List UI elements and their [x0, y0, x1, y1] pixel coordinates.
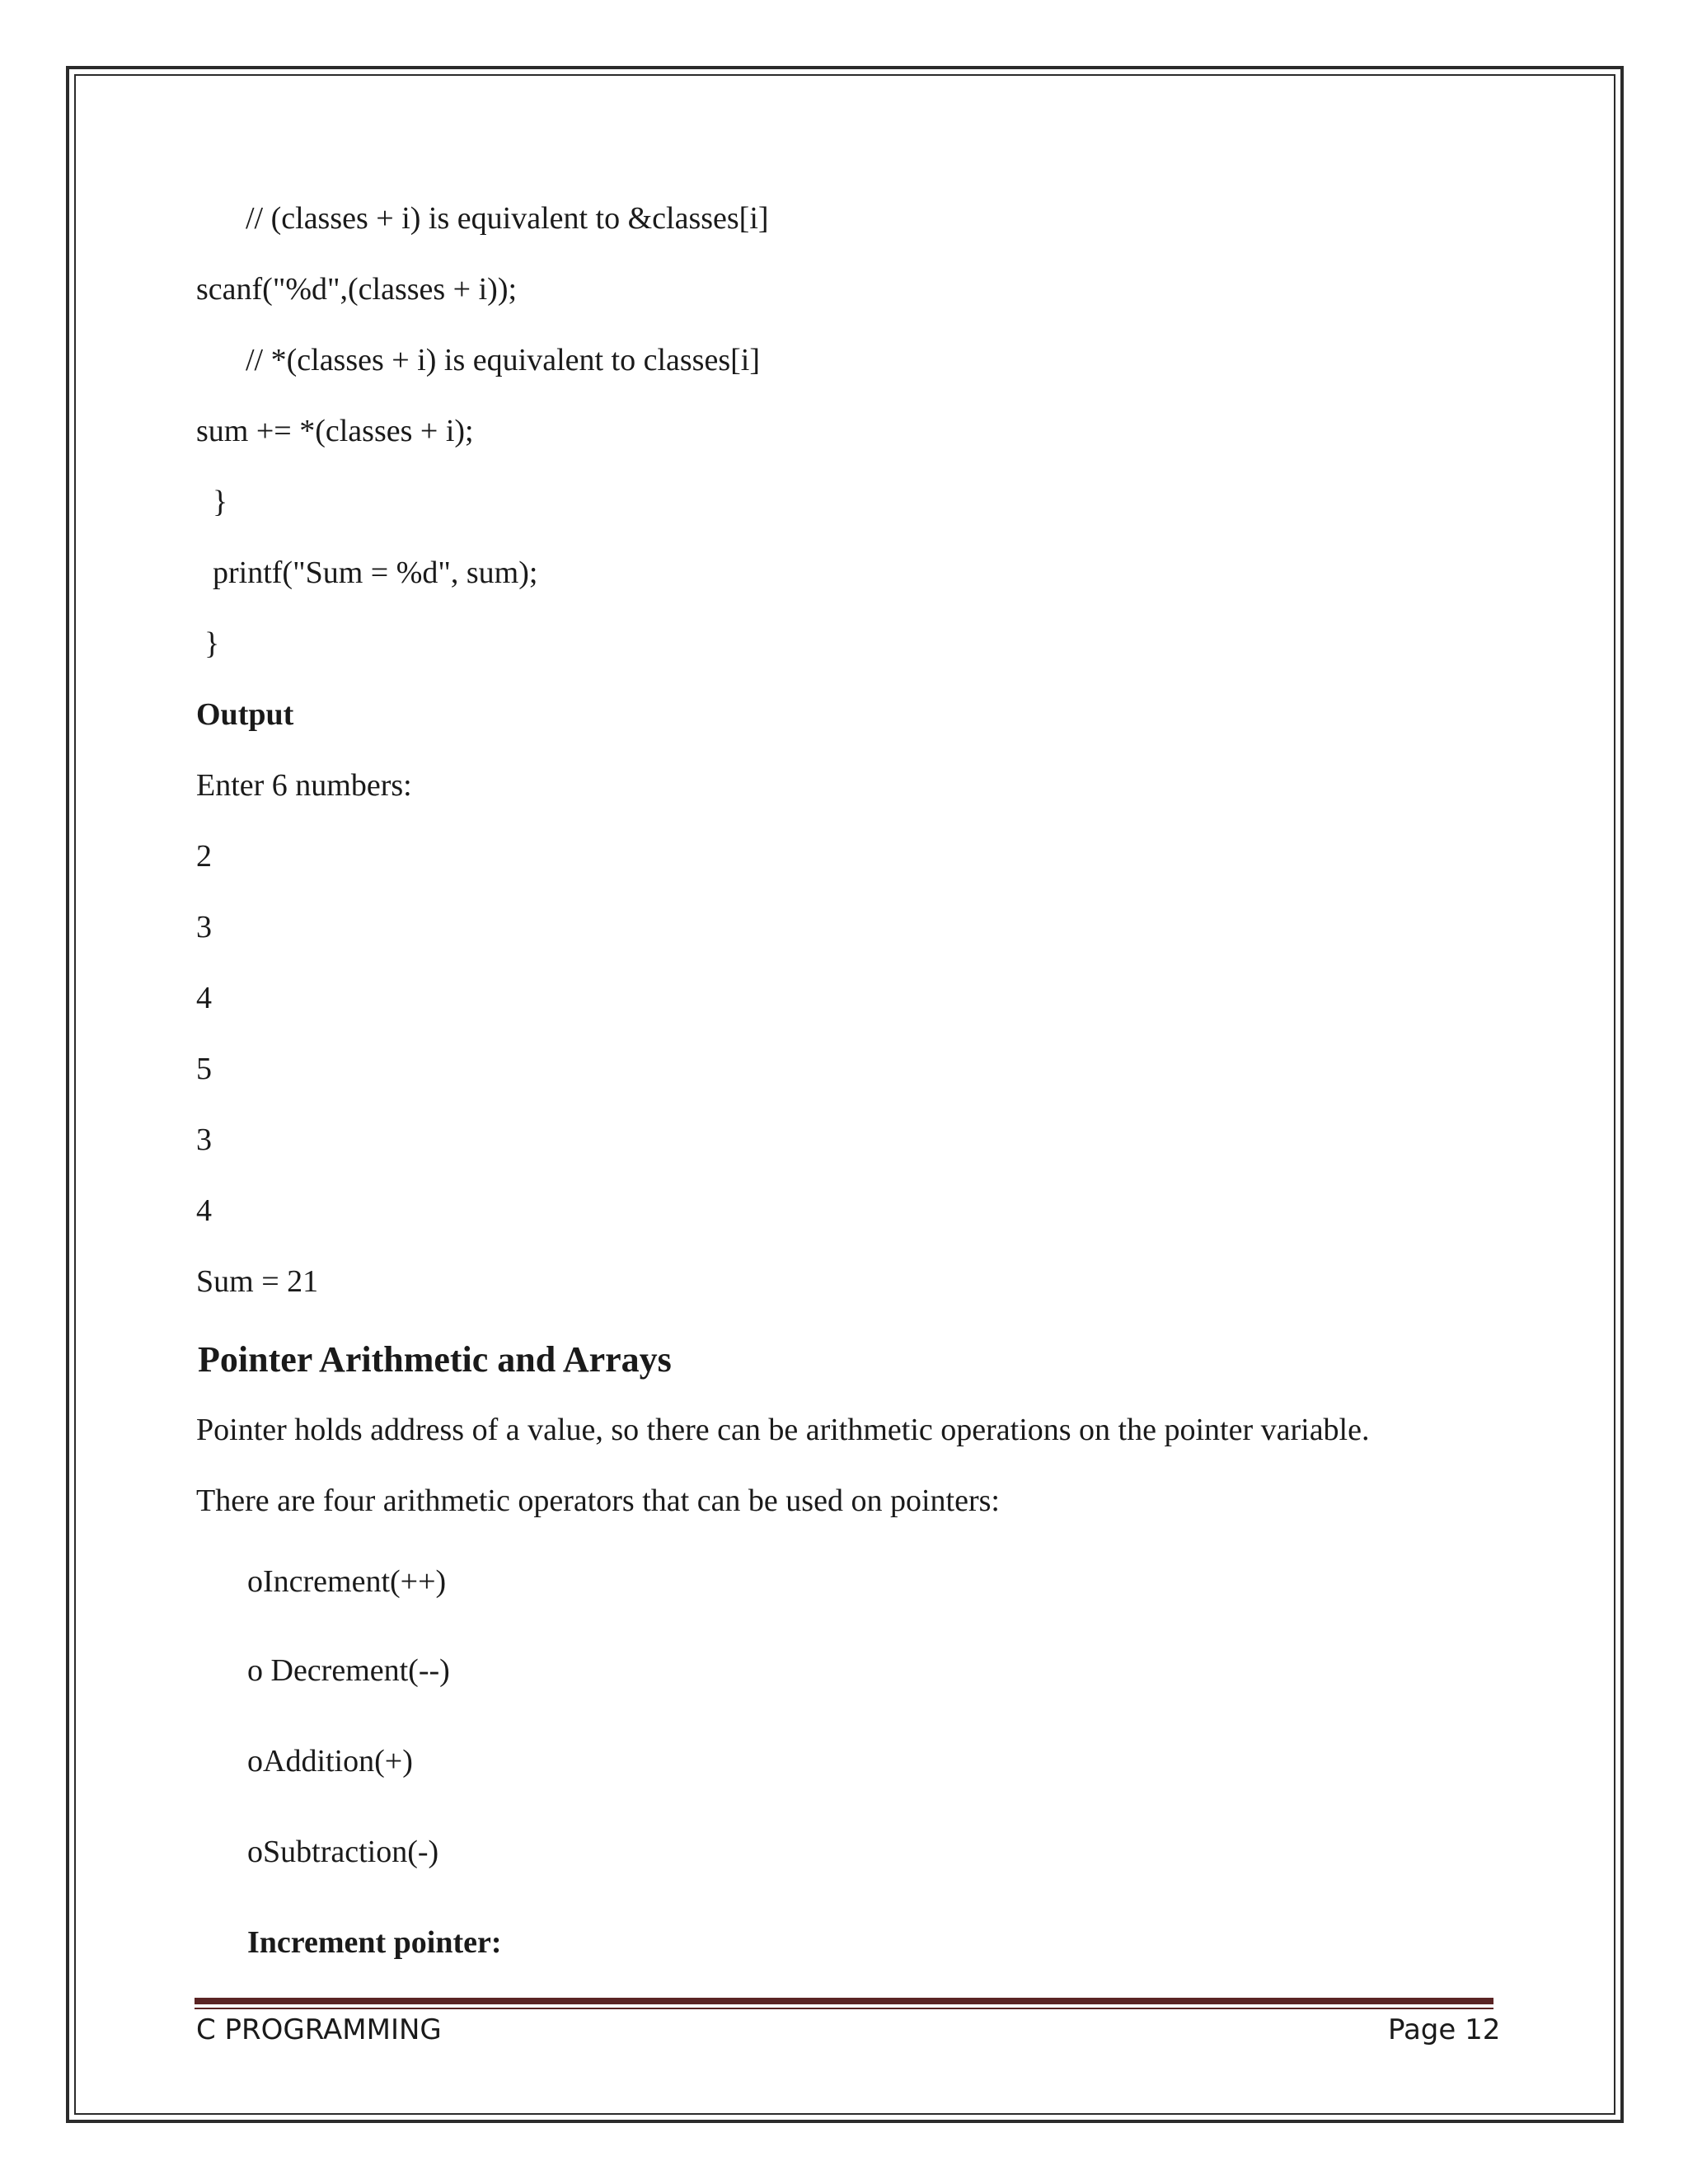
footer-title: C PROGRAMMING: [196, 2013, 442, 2046]
increment-pointer-subheading: Increment pointer:: [247, 1925, 502, 1960]
section-paragraph-2: There are four arithmetic operators that can be used on pointers:: [196, 1483, 1000, 1518]
code-scanf-line: scanf("%d",(classes + i));: [196, 272, 518, 307]
footer-rule-thin: [195, 2008, 1493, 2009]
output-number: 4: [196, 1193, 212, 1228]
operator-list-item: oSubtraction(-): [247, 1835, 439, 1869]
operator-list-item: o Decrement(--): [247, 1653, 450, 1688]
output-number: 3: [196, 910, 212, 944]
code-sum-line: sum += *(classes + i);: [196, 414, 474, 448]
code-comment-address: // (classes + i) is equivalent to &classes[i]: [246, 201, 769, 236]
output-result: Sum = 21: [196, 1264, 319, 1299]
page-border-inner: [74, 74, 1615, 2115]
code-close-loop: }: [213, 485, 228, 519]
code-printf-line: printf("Sum = %d", sum);: [213, 555, 538, 590]
output-prompt: Enter 6 numbers:: [196, 768, 412, 803]
code-close-main: }: [204, 626, 220, 661]
page-number: Page 12: [1388, 2013, 1501, 2046]
output-heading: Output: [196, 697, 294, 732]
output-number: 5: [196, 1052, 212, 1086]
output-number: 4: [196, 981, 212, 1015]
code-comment-value: // *(classes + i) is equivalent to classes[i]: [246, 343, 760, 377]
section-title: Pointer Arithmetic and Arrays: [198, 1339, 672, 1380]
operator-list-item: oIncrement(++): [247, 1564, 447, 1599]
footer-rule: [195, 1998, 1493, 2004]
output-number: 3: [196, 1122, 212, 1157]
section-paragraph-1: Pointer holds address of a value, so there can be arithmetic operations on the pointer variable.: [196, 1413, 1370, 1447]
operator-list-item: oAddition(+): [247, 1744, 413, 1779]
output-number: 2: [196, 839, 212, 874]
